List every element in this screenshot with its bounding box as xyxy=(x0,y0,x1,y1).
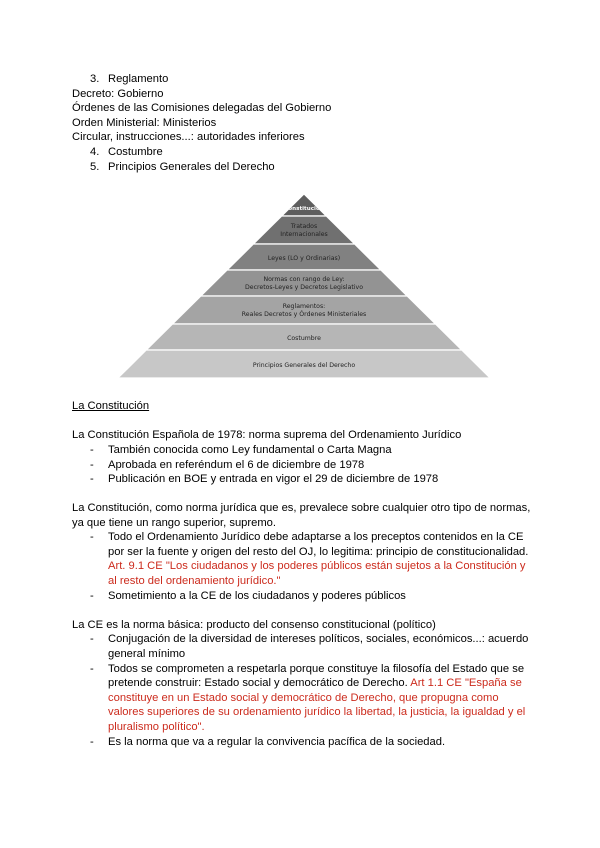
quote-art-1-1-line-4: pluralismo político". xyxy=(108,721,205,733)
list-number-5: 5. xyxy=(90,161,100,173)
bullet-conjugacion-line-1: Conjugación de la diversidad de intereses políticos, sociales, económicos...: acuerdo xyxy=(108,633,529,645)
list-number-4: 4. xyxy=(90,146,100,158)
bullet-dash: - xyxy=(90,531,94,543)
bullet-conjugacion-line-2: general mínimo xyxy=(108,648,186,660)
pyramid-level-5 xyxy=(173,296,436,324)
compromiso-text: pretende construir: Estado social y democrático de Derecho. xyxy=(108,677,411,689)
sub-item-ordenes: Órdenes de las Comisiones delegadas del Gobierno xyxy=(72,102,332,114)
norm-hierarchy-pyramid xyxy=(118,190,490,382)
sub-item-orden-ministerial: Orden Ministerial: Ministerios xyxy=(72,117,217,129)
list-item-principios: Principios Generales del Derecho xyxy=(108,161,275,173)
list-item-reglamento: Reglamento xyxy=(108,73,169,85)
bullet-dash: - xyxy=(90,633,94,645)
bullet-oj-line-1: Todo el Ordenamiento Jurídico debe adaptarse a los preceptos contenidos en la CE xyxy=(108,531,524,543)
paragraph-3: La CE es la norma básica: producto del consenso constitucional (político) xyxy=(72,619,436,631)
pyramid-level-2-label: Internacionales xyxy=(280,231,328,238)
bullet-dash: - xyxy=(90,736,94,748)
quote-art-1-1-line-2: constituye en un Estado social y democrático de Derecho, que propugna como xyxy=(108,692,499,704)
quote-art-9-1-line-1: Art. 9.1 CE "Los ciudadanos y los poderes públicos están sujetos a la Constitución y xyxy=(108,560,526,572)
paragraph-1: La Constitución Española de 1978: norma suprema del Ordenamiento Jurídico xyxy=(72,429,462,441)
bullet-dash: - xyxy=(90,444,94,456)
bullet-boe: Publicación en BOE y entrada en vigor el 29 de diciembre de 1978 xyxy=(108,473,439,485)
pyramid-level-4 xyxy=(201,270,407,296)
pyramid-level-2-label: Tratados xyxy=(290,223,318,230)
sub-item-decreto: Decreto: Gobierno xyxy=(72,88,164,100)
bullet-oj-line-2: por ser la fuente y origen del resto del OJ, lo legitima: principio de constitucionalidad. xyxy=(108,546,529,558)
pyramid-level-3-label: Leyes (LO y Ordinarias) xyxy=(267,255,341,262)
pyramid-level-1-label: Constitución xyxy=(284,206,324,212)
quote-art-9-1-line-2: al resto del ordenamiento jurídico." xyxy=(108,575,281,587)
pyramid-level-5-label: Reglamentos: xyxy=(282,303,326,310)
section-title: La Constitución xyxy=(72,400,150,412)
bullet-sometimiento: Sometimiento a la CE de los ciudadanos y poderes públicos xyxy=(108,590,406,602)
list-item-costumbre: Costumbre xyxy=(108,146,163,158)
paragraph-2-line-1: La Constitución, como norma jurídica que es, prevalece sobre cualquier otro tipo de normas, xyxy=(72,502,531,514)
bullet-dash: - xyxy=(90,590,94,602)
quote-art-1-1-start: Art 1.1 CE "España se xyxy=(410,677,522,689)
sub-item-circular: Circular, instrucciones...: autoridades inferiores xyxy=(72,131,305,143)
list-number-3: 3. xyxy=(90,73,100,85)
pyramid-level-7-label: Principios Generales del Derecho xyxy=(252,362,356,369)
pyramid-level-4-label: Normas con rango de Ley: xyxy=(263,276,345,283)
bullet-dash: - xyxy=(90,473,94,485)
bullet-convivencia: Es la norma que va a regular la convivencia pacífica de la sociedad. xyxy=(108,736,446,748)
bullet-compromiso-line-1: Todos se comprometen a respetarla porque constituye la filosofía del Estado que se xyxy=(108,663,525,675)
pyramid-level-6-label: Costumbre xyxy=(287,335,321,342)
bullet-ley-fundamental: También conocida como Ley fundamental o Carta Magna xyxy=(108,444,392,456)
bullet-dash: - xyxy=(90,459,94,471)
bullet-compromiso-line-2 xyxy=(108,676,522,691)
bullet-dash: - xyxy=(90,663,94,675)
pyramid-level-4-label: Decretos-Leyes y Decretos Legislativo xyxy=(245,284,363,291)
paragraph-2-line-2: ya que tiene un rango superior, supremo. xyxy=(72,517,276,529)
pyramid-level-5-label: Reales Decretos y Órdenes Ministeriales xyxy=(241,311,367,318)
bullet-referendum: Aprobada en referéndum el 6 de diciembre de 1978 xyxy=(108,459,365,471)
quote-art-1-1-line-3: valores superiores de su ordenamiento jurídico la libertad, la justicia, la igualdad y el xyxy=(108,706,526,718)
